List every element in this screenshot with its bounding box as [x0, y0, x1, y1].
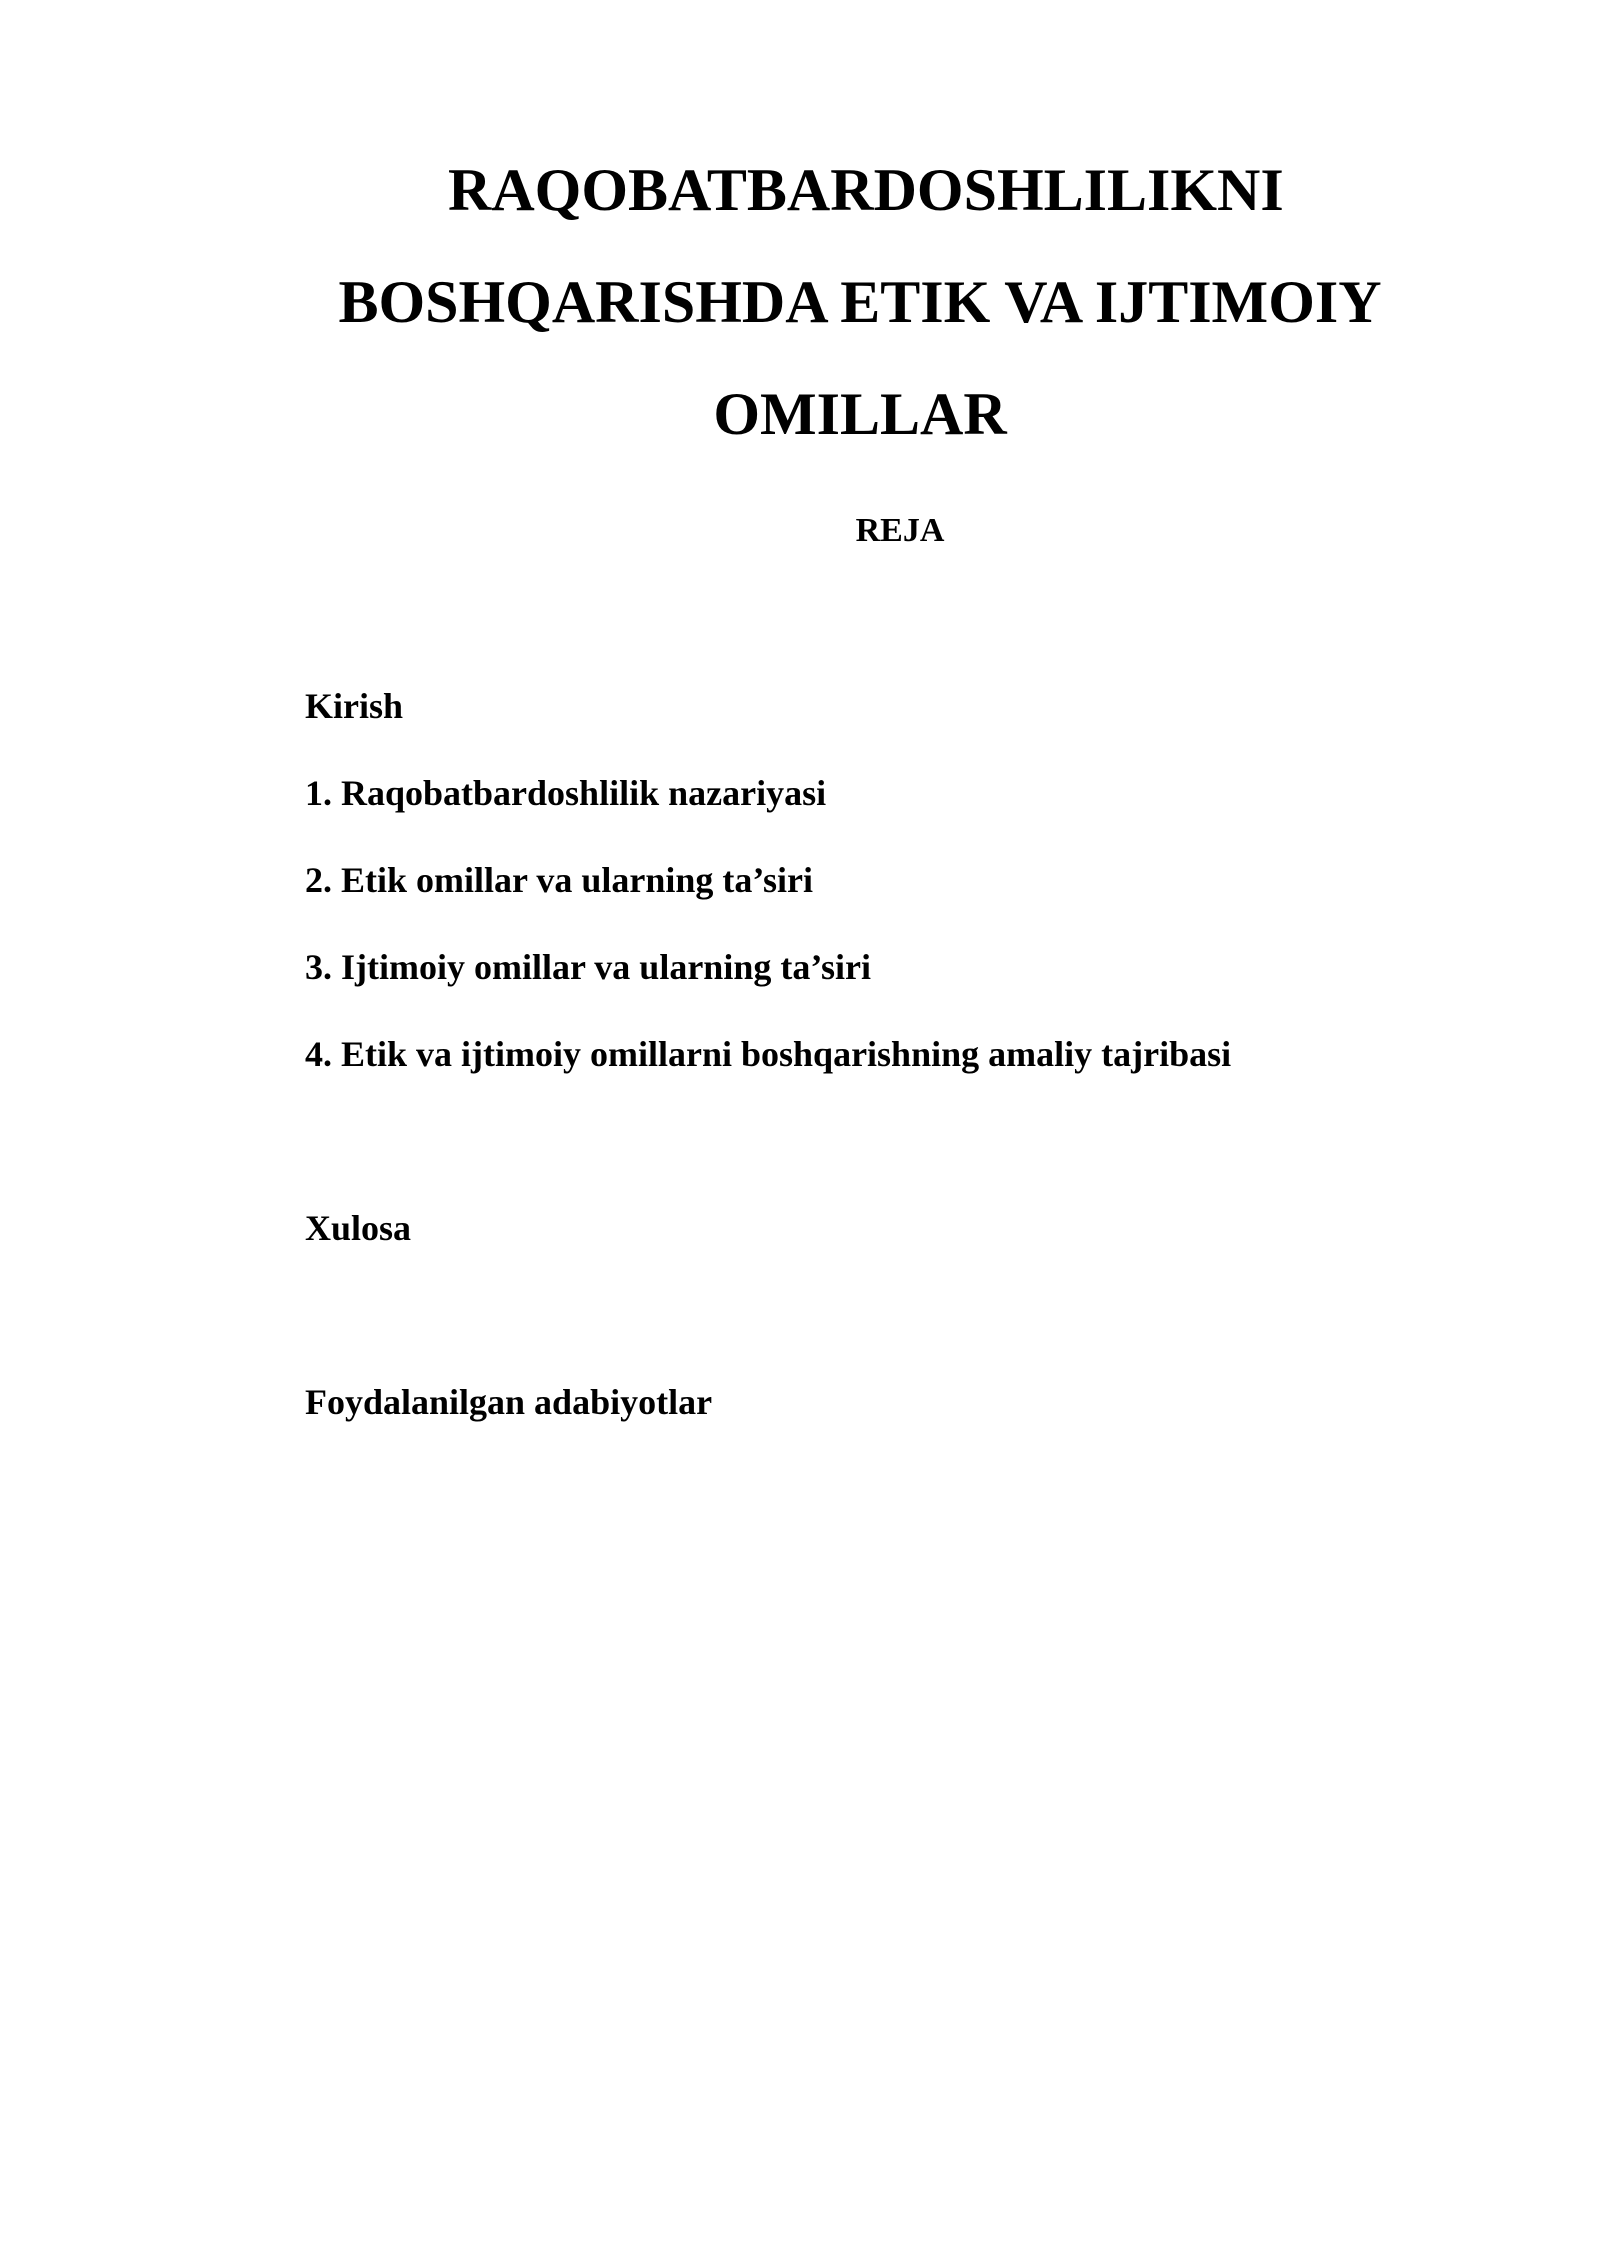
title-line-2: BOSHQARISHDA ETIK VA IJTIMOIY: [338, 269, 1382, 335]
toc-item-conclusion: Xulosa: [305, 1208, 412, 1248]
title-line-1: RAQOBATBARDOSHLILIKNI: [448, 157, 1284, 223]
toc-item-4: 4. Etik va ijtimoiy omillarni boshqarishning amaliy tajribasi: [305, 1034, 1232, 1074]
toc-item-references: Foydalanilgan adabiyotlar: [305, 1382, 713, 1422]
title-line-3: OMILLAR: [713, 381, 1007, 447]
toc-item-1: 1. Raqobatbardoshlilik nazariyasi: [305, 773, 827, 813]
plan-heading: REJA: [855, 512, 945, 549]
toc-item-introduction: Kirish: [305, 686, 404, 726]
toc-item-2: 2. Etik omillar va ularning ta’siri: [305, 860, 814, 900]
toc-item-3: 3. Ijtimoiy omillar va ularning ta’siri: [305, 947, 871, 987]
